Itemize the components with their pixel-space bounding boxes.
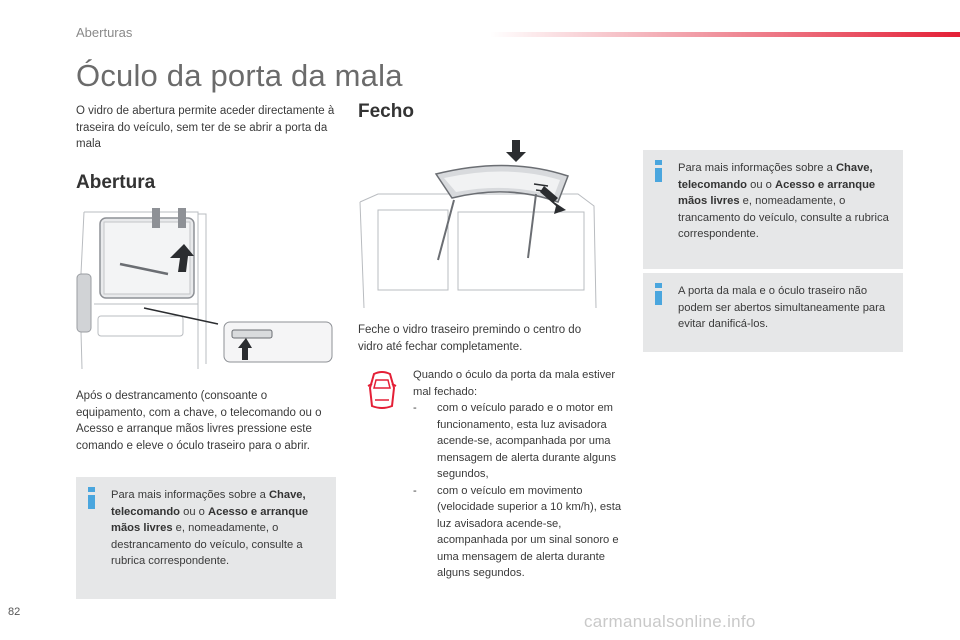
rear-window-close-illustration — [358, 140, 598, 308]
info-text-bold: Chave, telecomando — [111, 489, 306, 518]
warning-intro: Quando o óculo da porta da mala estiver mal fechado: — [413, 369, 616, 398]
info-icon — [654, 160, 663, 182]
info-box-locking — [643, 150, 903, 269]
warning-item-text: com o veículo parado e o motor em funcionamento, esta luz avisadora acende-se, acompanhada por uma mensagem de alerta durante alguns segundos, — [437, 402, 617, 480]
intro-text: O vidro de abertura permite aceder directamente à traseira do veículo, sem ter de se abrir a porta da mala — [76, 105, 335, 150]
warning-item-text: com o veículo em movimento (velocidade superior a 10 km/h), esta luz avisadora acende-se, acompanhada por um sinal sonoro e uma mensagem de alerta durante alguns segundos. — [437, 484, 622, 579]
info-icon — [654, 283, 663, 305]
info-text — [678, 160, 897, 243]
info-text-part: Para mais informações sobre a — [678, 162, 836, 174]
header-accent-bar — [490, 32, 960, 37]
info-text-part: ou o — [747, 178, 776, 191]
section-label: Aberturas — [76, 25, 133, 40]
info-box-simultaneous — [643, 273, 903, 352]
rear-window-open-illustration — [74, 204, 338, 374]
watermark: carmanualsonline.info — [584, 612, 756, 631]
info-text-bold: Acesso e arranque mãos livres — [111, 505, 309, 534]
warning-text — [413, 367, 623, 582]
info-text: A porta da mala e o óculo traseiro não podem ser abertos simultaneamente para evitar danificá-los. — [678, 285, 886, 330]
heading-fecho: Fecho — [358, 101, 414, 122]
page-number: 82 — [8, 606, 21, 618]
heading-abertura: Abertura — [76, 172, 156, 193]
abertura-text: Após o destrancamento (consoante o equipamento, com a chave, o telecomando ou o Acesso e arranque mãos livres pressione este comando e eleve o óculo traseiro para o abrir. — [76, 390, 322, 452]
list-dash: - — [413, 402, 417, 414]
info-text — [111, 487, 330, 570]
warning-item — [413, 483, 623, 582]
info-text-bold: Chave, telecomando — [678, 162, 873, 191]
door-open-warning-icon — [366, 370, 398, 410]
list-dash: - — [413, 484, 417, 497]
info-box-unlocking — [76, 477, 336, 599]
info-text-part: e, nomeadamente, o destrancamento do veículo, consulte a rubrica correspondente. — [111, 522, 303, 567]
info-text-bold: Acesso e arranque mãos livres — [678, 178, 876, 207]
page-title: Óculo da porta da mala — [76, 58, 403, 93]
info-text-part: e, nomeadamente, o trancamento do veículo, consulte a rubrica correspondente. — [678, 195, 889, 240]
warning-item — [413, 400, 623, 483]
info-icon — [87, 487, 96, 509]
info-text-part: Para mais informações sobre a — [111, 489, 269, 501]
fecho-text: Feche o vidro traseiro premindo o centro do vidro até fechar completamente. — [358, 324, 582, 353]
info-text-part: ou o — [180, 505, 209, 518]
